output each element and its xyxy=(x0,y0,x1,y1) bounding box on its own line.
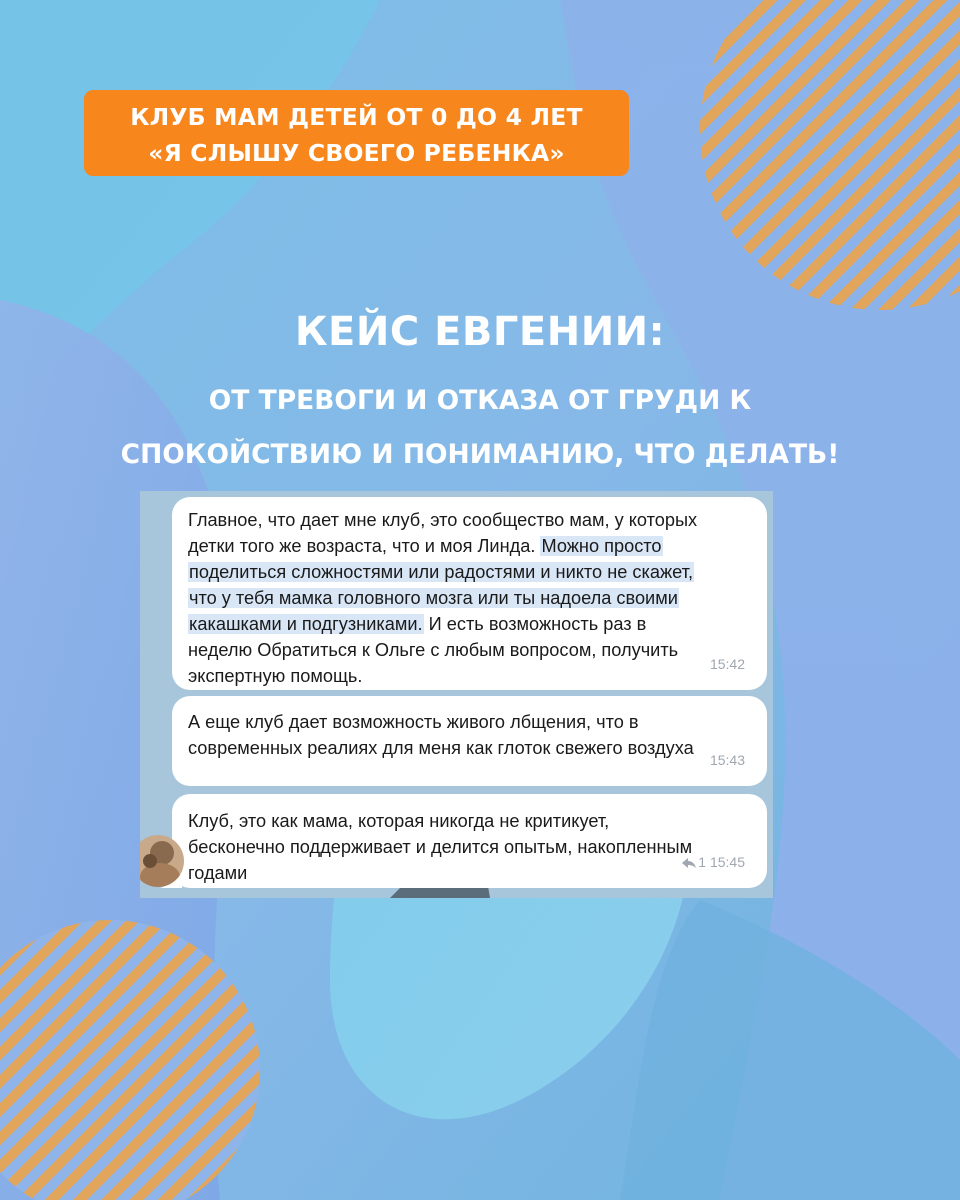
highlighted-text: какашками и подгузниками. xyxy=(189,614,423,634)
page-title: КЕЙС ЕВГЕНИИ: xyxy=(294,309,666,355)
message-line: И есть возможность раз в xyxy=(428,614,647,634)
subtitle-line-1: ОТ ТРЕВОГИ И ОТКАЗА ОТ ГРУДИ К xyxy=(208,385,752,416)
message-meta xyxy=(682,849,745,875)
message-line: А еще клуб дает возможность живого лбщения, что в xyxy=(188,712,639,732)
highlighted-text: что у тебя мамка головного мозга или ты надоела своими xyxy=(189,588,678,608)
highlighted-text: поделиться сложностями или радостями и никто не скажет, xyxy=(189,562,694,582)
message-line: современных реалиях для меня как глоток свежего воздуха xyxy=(188,738,694,758)
club-badge xyxy=(84,90,629,176)
message-line: бесконечно поддерживает и делится опытьм, накопленным xyxy=(188,837,693,857)
message-time: 15:42 xyxy=(709,656,745,672)
headline xyxy=(0,306,960,482)
badge-line-2: «Я СЛЫШУ СВОЕГО РЕБЕНКА» xyxy=(148,139,565,167)
page-subtitle xyxy=(0,374,960,482)
message-line: годами xyxy=(188,863,248,883)
message-line: Главное, что дает мне клуб, это сообщество мам, у которых xyxy=(188,510,698,530)
subtitle-line-2: СПОКОЙСТВИЮ И ПОНИМАНИЮ, ЧТО ДЕЛАТЬ! xyxy=(120,439,840,470)
message-time: 15:43 xyxy=(709,752,745,768)
message-line: детки того же возраста, что и моя Линда. xyxy=(188,536,536,556)
message-bubble[interactable] xyxy=(172,497,767,690)
chat-screenshot xyxy=(140,491,773,898)
highlighted-text: Можно просто xyxy=(541,536,662,556)
message-bubble[interactable] xyxy=(172,794,767,888)
message-line: неделю Обратиться к Ольге с любым вопросом, получить xyxy=(188,640,679,660)
message-bubble[interactable] xyxy=(172,696,767,786)
badge-line-1: КЛУБ МАМ ДЕТЕЙ ОТ 0 ДО 4 ЛЕТ xyxy=(130,103,583,131)
reply-count: 1 xyxy=(698,854,707,870)
message-time: 15:45 xyxy=(709,854,745,870)
message-line: Клуб, это как мама, которая никогда не критикует, xyxy=(188,811,610,831)
reply-arrow-icon xyxy=(682,858,696,868)
message-line: экспертную помощь. xyxy=(188,666,363,686)
